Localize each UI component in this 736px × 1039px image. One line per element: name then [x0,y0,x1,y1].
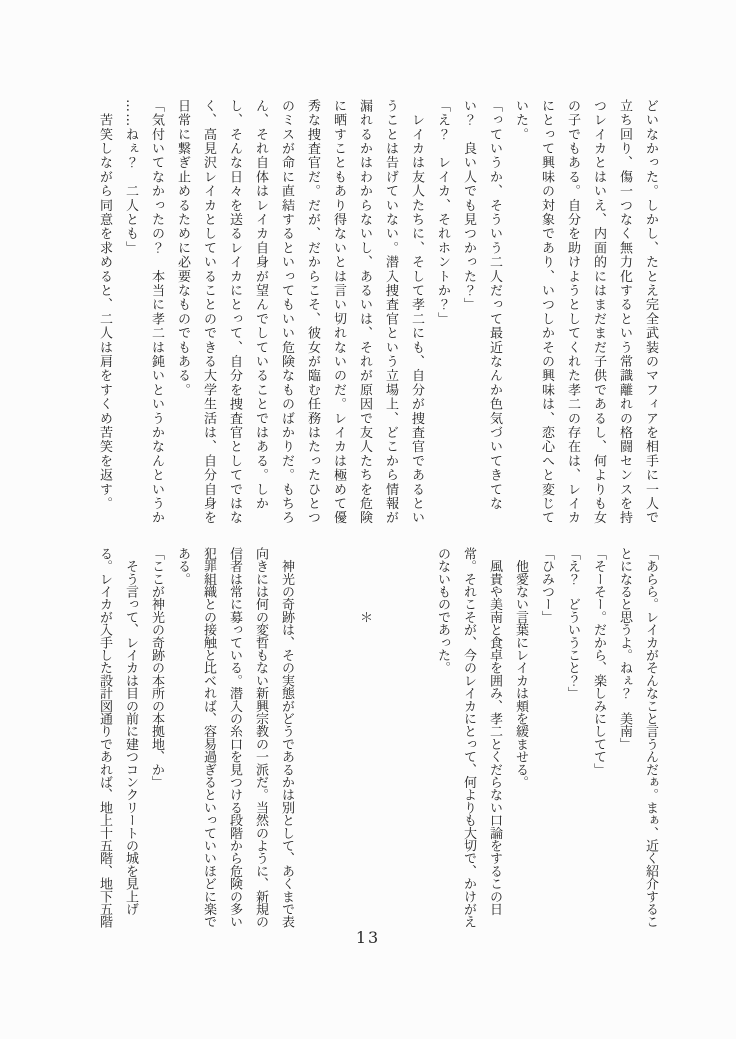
page-number: 13 [355,928,381,947]
text-line: にとって興味の対象であり、いつしかその興味は、恋心へと変じて [539,99,554,525]
text-line: ……ねぇ？ 二人とも」 [123,99,138,256]
text-line: 他愛ない言葉にレイカは頬を緩ませる。 [513,547,528,789]
text-line: とになると思うよ。ねぇ？ 美南」 [617,547,632,751]
text-line: のないものであった。 [435,547,450,675]
text-line: の子でもある。自分を助けようとしてくれた孝二の存在は、レイカ [565,99,580,525]
text-line: いた。 [513,99,528,142]
text-line: 「そーそー。だから、楽しみにしてて」 [591,547,606,776]
text-line: 「ここが神光の奇跡の本所の本拠地、か」 [149,547,164,789]
text-line [403,547,429,937]
text-line: 風貴や美南と食卓を囲み、孝二とくだらない口論をするこの日 [487,547,502,916]
text-line: つレイカとはいえ、内面的にはまだまだ子供であるし、何よりも女 [591,99,606,525]
text-line: ＊ [357,547,372,624]
lower-text-block [91,547,663,937]
text-line: 漏れるかはわからないし、あるいは、それが原因で友人たちを危険 [357,99,372,525]
text-line: 「え？ レイカ、それホントか？」 [435,99,450,327]
text-line: 向きには何の変哲もない新興宗教の一派だ。当然のように、新規の [253,547,268,929]
text-line: ん、それ自体はレイカ自身が望んでしていることではある。しか [253,99,268,511]
text-line: 犯罪組織との接触と比べれば、容易過ぎるといっていいほどに楽で [201,547,216,929]
text-line [299,547,325,937]
text-line: 「え？ どういうこと？」 [565,547,580,700]
text-line: のミスが命に直結するといってもいい危険なものばかりだ。もちろ [279,99,294,525]
text-line [325,547,351,937]
text-line: い？ 良い人でも見つかった？」 [461,99,476,312]
text-line: 信者は常に募っている。潜入の糸口を見つける段階から危険の多い [227,547,242,929]
text-line: 「ひみつー」 [539,547,554,624]
text-line: 苦笑しながら同意を求めると、二人は肩をすくめ苦笑を返す。 [97,99,112,511]
text-line: 立ち回り、傷一つなく無力化するという常識離れの格闘センスを持 [617,99,632,525]
text-line: ある。 [175,547,190,586]
text-line: く、高見沢レイカとしていることのできる大学生活は、自分自身を [201,99,216,525]
text-line: る。レイカが入手した設計図通りであれば、地上十五階、地下五階 [97,547,112,929]
text-line: 秀な捜査官だ。だが、だからこそ、彼女が臨む任務はたったひとつ [305,99,320,525]
upper-text-block [91,99,663,533]
text-line: 「っていうか、そういう二人だって最近なんか色気づいてきてな [487,99,502,511]
text-line: レイカは友人たちに、そして孝二にも、自分が捜査官であるとい [409,99,424,525]
text-line: 日常に繋ぎ止めるために必要なものでもある。 [175,99,190,398]
text-line [377,547,403,937]
text-line: 常。それこそが、今のレイカにとって、何よりも大切で、かけがえ [461,547,476,929]
text-line: し、そんな日々を送るレイカにとって、自分を捜査官としてではな [227,99,242,525]
text-line: 「あらら。レイカがそんなこと言うんだぁ。まぁ、近く紹介するこ [643,547,658,929]
text-line: 「気付いてなかったの？ 本当に孝二は鈍いというかなんというか [149,99,164,525]
text-line: どいなかった。しかし、たとえ完全武装のマフィアを相手に一人で [643,99,658,525]
text-line: に晒すこともあり得ないとは言い切れないのだ。レイカは極めて優 [331,99,346,525]
text-line: 神光の奇跡は、その実態がどうであるかは別として、あくまで表 [279,547,294,929]
text-line: うことは告げていない。潜入捜査官という立場上、どこから情報が [383,99,398,525]
text-line: そう言って、レイカは目の前に建つコンクリートの城を見上げ [123,547,138,916]
